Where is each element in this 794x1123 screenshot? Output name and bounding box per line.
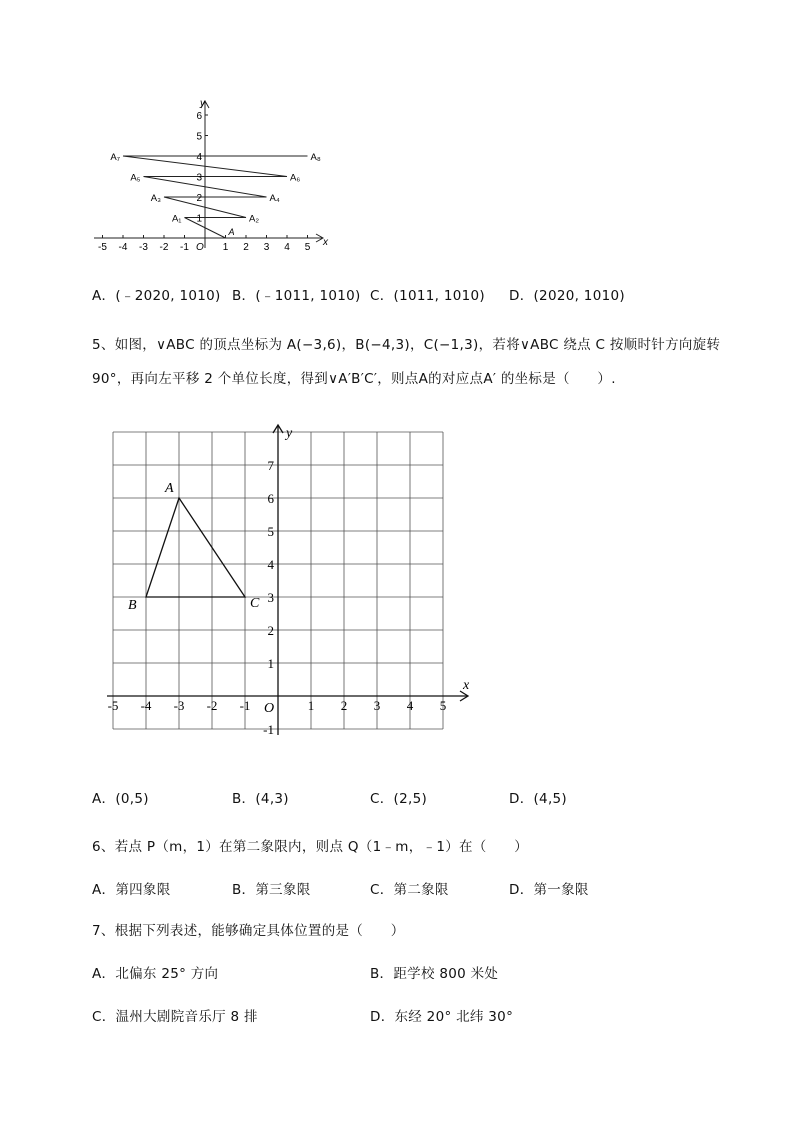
y-axis-label: y [200, 98, 205, 109]
x-tick-label: 1 [222, 242, 229, 253]
y-tick-label: 1 [267, 656, 274, 671]
q4-option-d: D．(2020, 1010) [509, 288, 625, 304]
x-tick-label: -3 [139, 242, 148, 253]
x-tick-label: 3 [373, 698, 381, 713]
x-tick-label: 1 [307, 698, 315, 713]
q5-stem-line1: 5、如图，∨ABC 的顶点坐标为 A(−3,6)，B(−4,3)，C(−1,3)，若将∨ABC 绕点 C 按顺时针方向旋转 [92, 337, 721, 353]
q5-option-c: C．(2,5) [370, 791, 428, 807]
x-tick-label: -5 [107, 698, 119, 713]
y-tick-label: 6 [267, 491, 274, 506]
origin-label: O [196, 242, 204, 253]
q4-option-a: A．(﹣2020, 1010) [92, 288, 221, 304]
triangle-abc [146, 498, 245, 597]
start-point-label: A [228, 227, 235, 237]
origin-label: O [264, 701, 275, 716]
x-tick-label: -1 [180, 242, 189, 253]
y-tick-label: 1 [196, 213, 202, 225]
x-tick-label: 4 [406, 698, 414, 713]
x-tick-label: 2 [340, 698, 348, 713]
point-label-a4: A₄ [269, 193, 280, 204]
fig1-labels [98, 98, 329, 253]
q6-option-c: C．第二象限 [370, 882, 449, 898]
x-tick-label: 4 [284, 242, 290, 253]
q4-option-b: B．(﹣1011, 1010) [232, 288, 361, 304]
vertex-label-a: A [165, 481, 174, 496]
y-tick-label: 3 [267, 590, 274, 605]
point-label-a6: A₆ [290, 172, 301, 184]
q5-option-d: D．(4,5) [509, 791, 567, 807]
fig2-labels [108, 426, 470, 737]
x-tick-label: 3 [263, 242, 270, 253]
y-tick-label: 6 [196, 111, 202, 122]
x-tick-label: 5 [439, 698, 447, 713]
point-label-a2: A₂ [249, 213, 260, 225]
vertex-label-c: C [250, 596, 260, 611]
q5-option-b: B．(4,3) [232, 791, 289, 807]
q7-option-d: D．东经 20° 北纬 30° [370, 1009, 514, 1025]
point-label-a7: A₇ [110, 152, 120, 163]
x-axis-label: x [463, 678, 470, 693]
x-tick-label: 5 [304, 242, 311, 253]
y-tick-label: 3 [196, 172, 202, 184]
q4-option-c: C．(1011, 1010) [370, 288, 485, 304]
zigzag-coordinate-figure [90, 96, 340, 256]
triangle-grid-figure [95, 420, 485, 745]
q7-option-b: B．距学校 800 米处 [370, 966, 499, 982]
x-tick-label: -1 [239, 698, 251, 713]
q6-option-d: D．第一象限 [509, 882, 589, 898]
fig1-axes [94, 101, 323, 248]
y-tick-label: 5 [196, 131, 202, 143]
x-tick-label: 2 [243, 242, 249, 253]
x-tick-label: -2 [159, 242, 169, 253]
triangle-outline [146, 498, 245, 597]
q7-option-a: A．北偏东 25° 方向 [92, 966, 219, 982]
x-tick-label: -2 [206, 698, 218, 713]
q6-stem: 6、若点 P（m，1）在第二象限内，则点 Q（1﹣m，﹣1）在（ ） [92, 839, 529, 855]
x-tick-label: -4 [118, 242, 128, 253]
vertex-label-b: B [128, 598, 137, 613]
fig2-axes [107, 425, 468, 735]
y-tick-label: 5 [267, 524, 274, 539]
q6-option-a: A．第四象限 [92, 882, 171, 898]
x-tick-label: -4 [140, 698, 152, 713]
q7-option-c: C．温州大剧院音乐厅 8 排 [92, 1009, 258, 1025]
x-tick-label: -5 [98, 242, 107, 253]
x-tick-label: -3 [173, 698, 185, 713]
y-tick-label: 4 [267, 557, 274, 572]
q7-stem: 7、根据下列表述，能够确定具体位置的是（ ） [92, 923, 405, 939]
y-tick-label: 4 [196, 152, 202, 163]
point-label-a3: A₃ [150, 193, 161, 204]
point-label-a1: A₁ [171, 213, 182, 225]
point-label-a8: A₈ [310, 152, 321, 163]
y-tick-label: 2 [267, 623, 274, 638]
q5-option-a: A．(0,5) [92, 791, 149, 807]
y-axis-label: y [286, 426, 293, 441]
y-tick-label: 2 [196, 193, 202, 204]
q6-option-b: B．第三象限 [232, 882, 311, 898]
q5-stem-line2: 90°，再向左平移 2 个单位长度，得到∨A′B′C′，则点A的对应点A′ 的坐标是（ ）. [92, 371, 616, 387]
point-label-a5: A₅ [130, 172, 141, 184]
x-axis-label: x [323, 237, 328, 248]
y-tick-label: 7 [267, 458, 274, 473]
y-tick-label: -1 [263, 722, 274, 737]
